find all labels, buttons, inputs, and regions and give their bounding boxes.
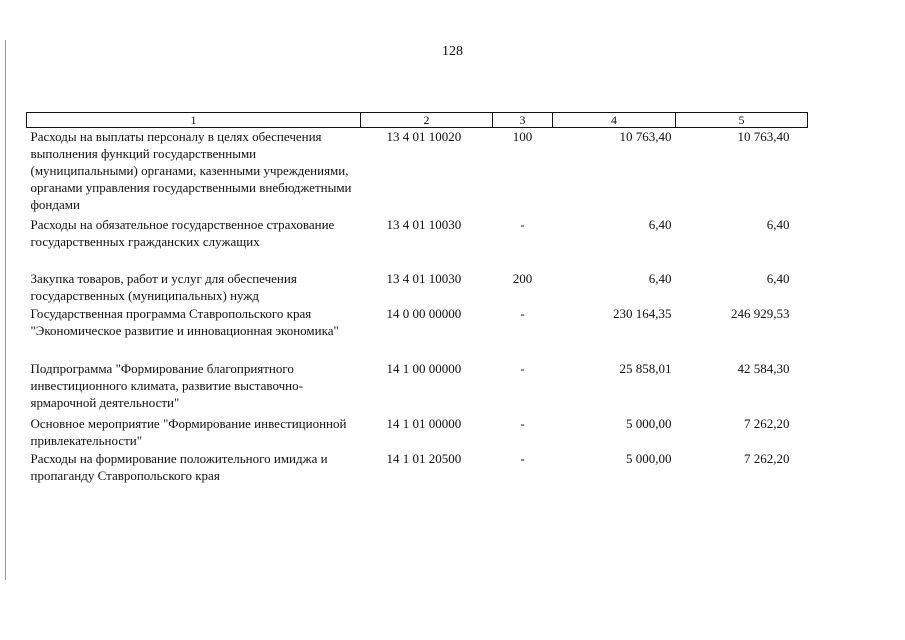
- page-edge-line: [5, 40, 6, 580]
- row-name: Расходы на выплаты персоналу в целях обеспечения выполнения функций государственными (муниципальными) органами, казенными учреждениями, органами управления государственными внебюджетными фондами: [30, 129, 352, 212]
- row-name: Расходы на формирование положительного имиджа и пропаганду Ставропольского края: [30, 451, 328, 483]
- row-expense-type: -: [520, 416, 525, 431]
- row-code: 13 4 01 10030: [386, 271, 462, 286]
- table-row: [27, 360, 808, 415]
- row-expense-type: -: [520, 217, 525, 232]
- row-sum-col4: 5 000,00: [626, 451, 672, 466]
- table-header-row: [27, 113, 808, 128]
- row-expense-type: -: [520, 451, 525, 466]
- row-code: 14 1 00 00000: [386, 361, 462, 376]
- row-code: 13 4 01 10020: [386, 129, 462, 144]
- row-name: Государственная программа Ставропольского края "Экономическое развитие и инновационная экономика": [30, 306, 339, 338]
- page-number: 128: [442, 44, 463, 59]
- row-sum-col5: 7 262,20: [744, 451, 790, 466]
- column-header-2: 2: [361, 113, 493, 128]
- row-code: 14 0 00 00000: [386, 306, 462, 321]
- row-sum-col4: 6,40: [648, 271, 672, 286]
- table-row: [27, 305, 808, 360]
- row-sum-col4: 6,40: [648, 217, 672, 232]
- row-sum-col4: 25 858,01: [619, 361, 672, 376]
- row-sum-col5: 42 584,30: [737, 361, 790, 376]
- budget-table: [26, 112, 808, 484]
- table-row: [27, 450, 808, 484]
- table-row: [27, 128, 808, 217]
- row-sum-col5: 6,40: [766, 217, 790, 232]
- row-code: 14 1 01 00000: [386, 416, 462, 431]
- row-expense-type: -: [520, 361, 525, 376]
- row-sum-col4: 230 164,35: [613, 306, 672, 321]
- row-name: Закупка товаров, работ и услуг для обеспечения государственных (муниципальных) нужд: [30, 271, 297, 303]
- column-header-3: 3: [493, 113, 553, 128]
- row-expense-type: -: [520, 306, 525, 321]
- row-sum-col5: 6,40: [766, 271, 790, 286]
- row-sum-col4: 5 000,00: [626, 416, 672, 431]
- row-code: 13 4 01 10030: [386, 217, 462, 232]
- row-expense-type: 200: [512, 271, 533, 286]
- row-sum-col5: 7 262,20: [744, 416, 790, 431]
- row-name: Основное мероприятие "Формирование инвестиционной привлекательности": [30, 416, 347, 448]
- column-header-5: 5: [676, 113, 808, 128]
- table-row: [27, 270, 808, 305]
- row-sum-col5: 10 763,40: [737, 129, 790, 144]
- table-row: [27, 216, 808, 270]
- row-sum-col4: 10 763,40: [619, 129, 672, 144]
- row-name: Расходы на обязательное государственное страхование государственных гражданских служащих: [30, 217, 335, 249]
- row-code: 14 1 01 20500: [386, 451, 462, 466]
- column-header-4: 4: [553, 113, 676, 128]
- row-name: Подпрограмма "Формирование благоприятного инвестиционного климата, развитие выставочно-ярмарочной деятельности": [30, 361, 303, 410]
- table-row: [27, 415, 808, 450]
- column-header-1: 1: [27, 113, 361, 128]
- row-expense-type: 100: [512, 129, 533, 144]
- row-sum-col5: 246 929,53: [731, 306, 790, 321]
